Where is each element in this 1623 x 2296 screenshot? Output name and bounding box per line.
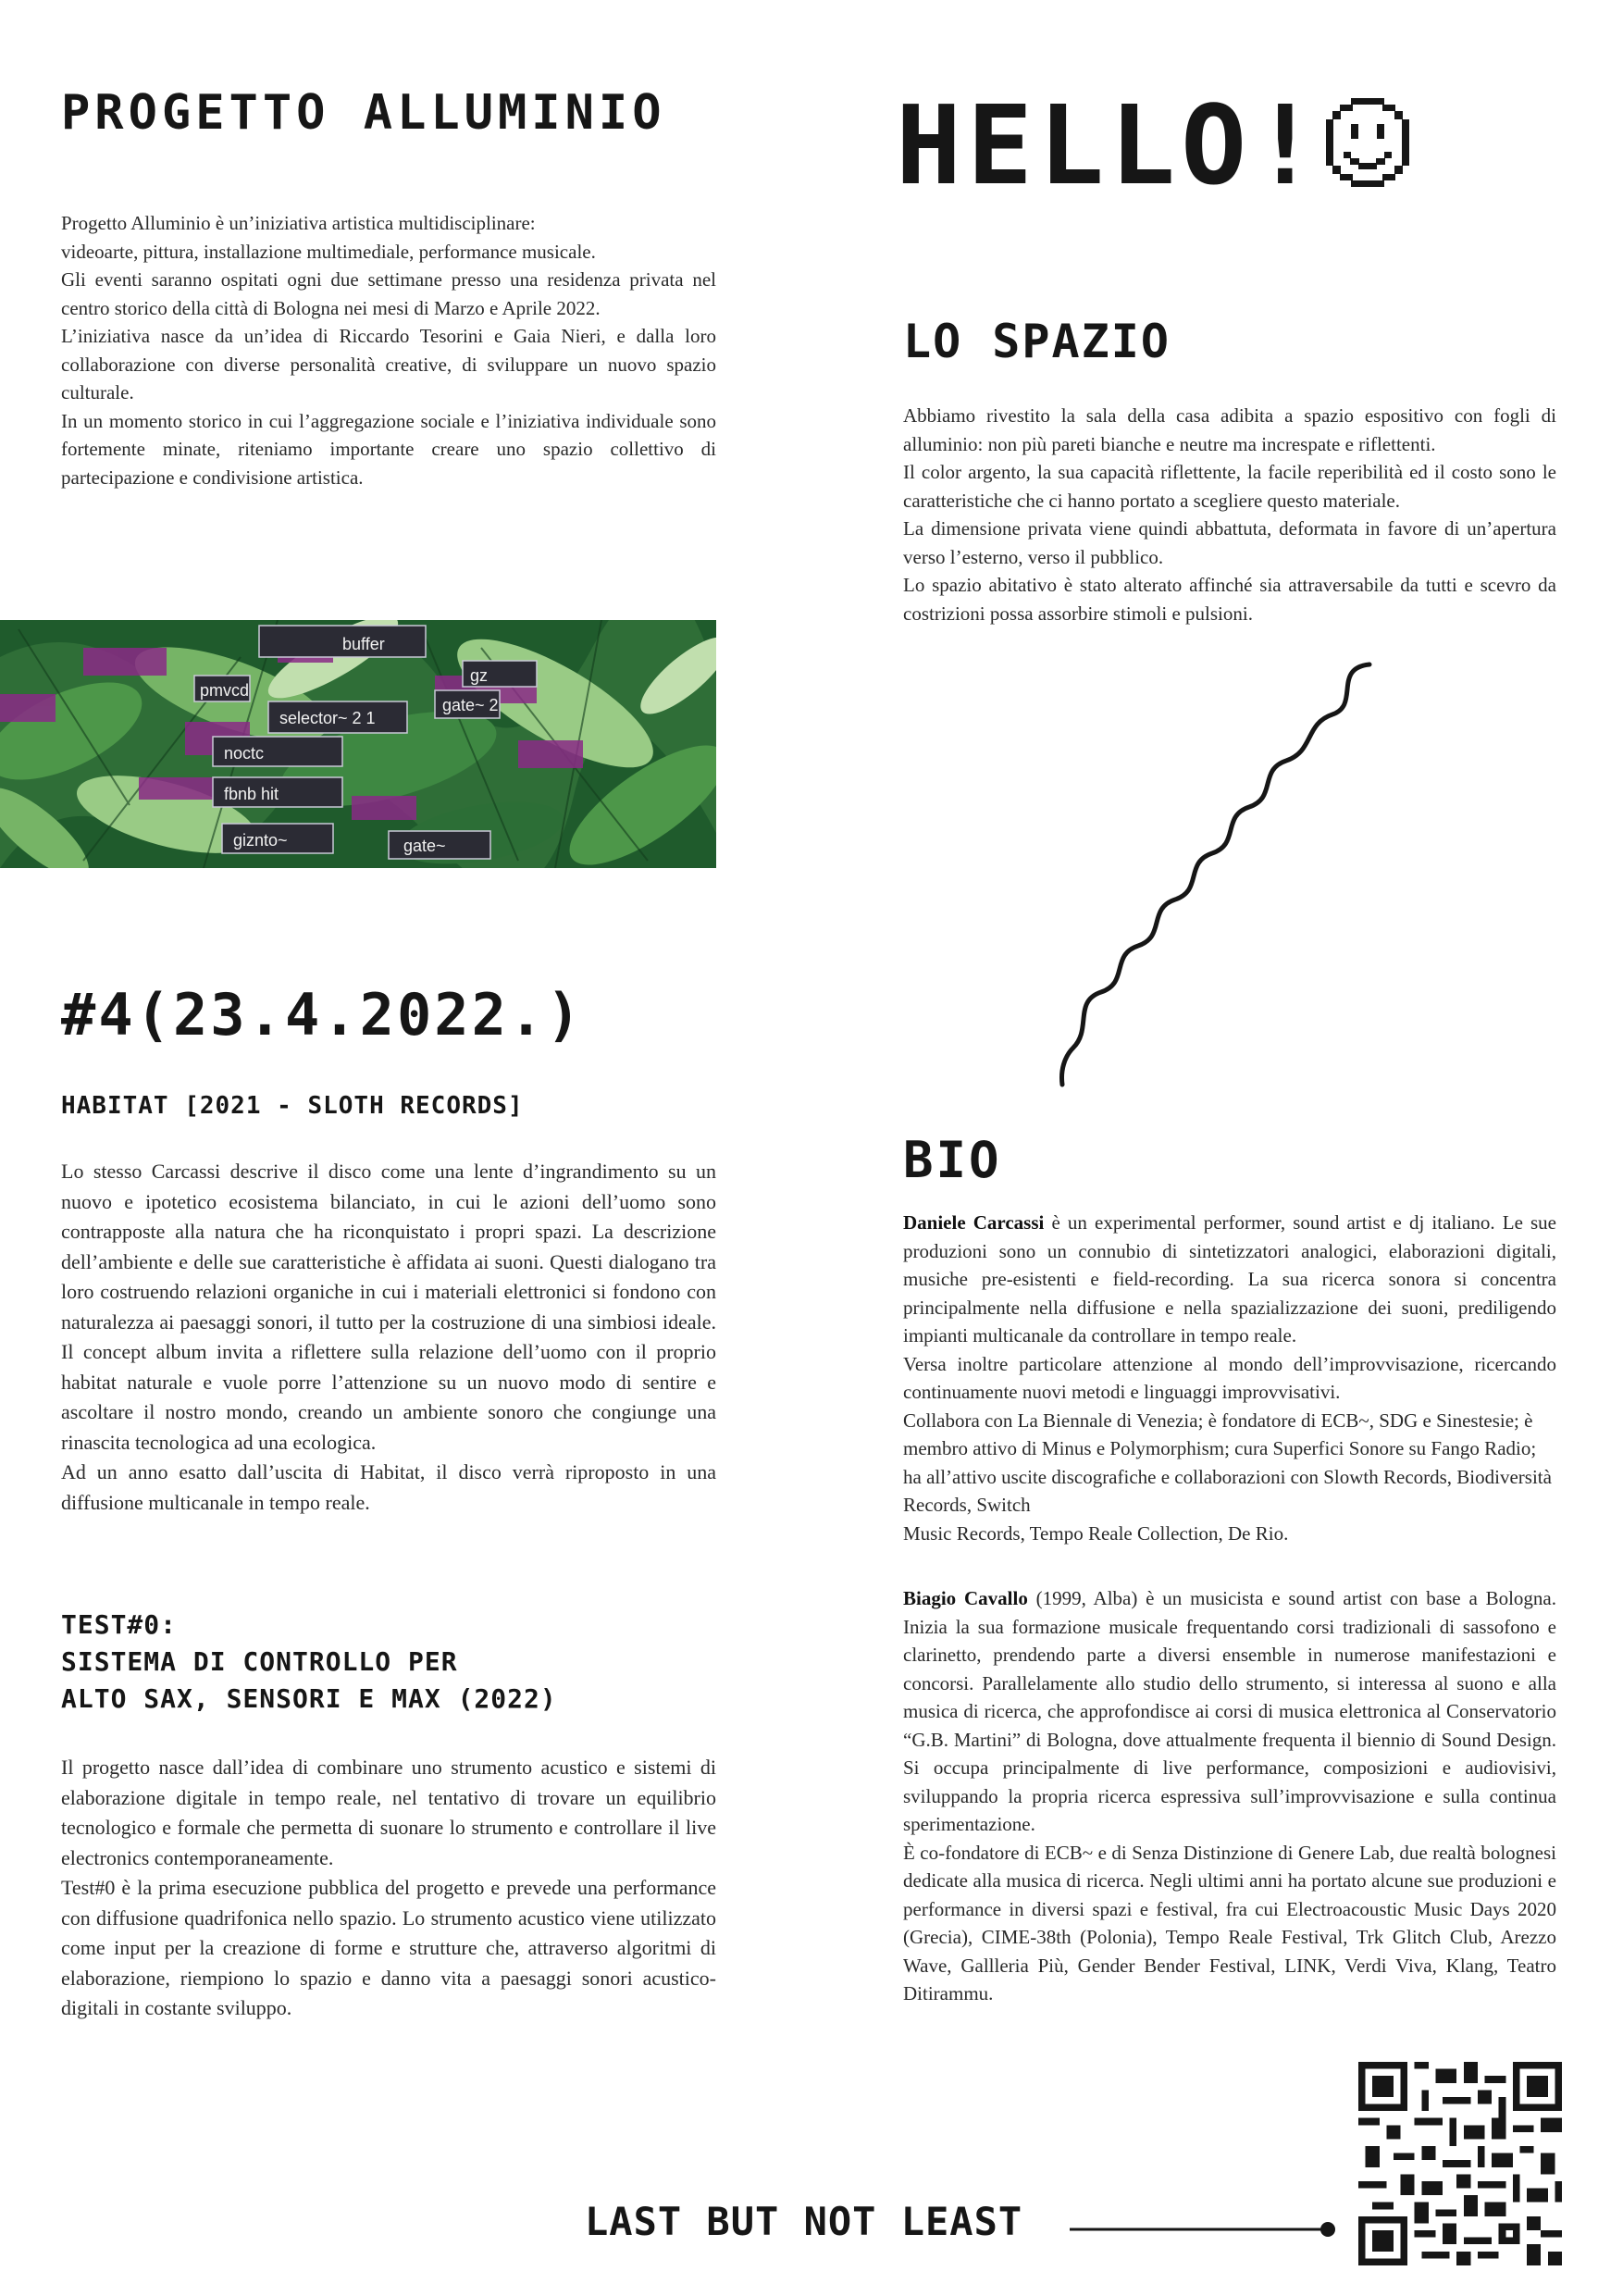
bio-paragraph	[903, 1584, 1556, 1839]
spazio-paragraph: La dimensione privata viene quindi abbattuta, deformata in favore di un’apertura verso l’esterno, verso il pubblico.	[903, 517, 1556, 568]
test-paragraph: Test#0 è la prima esecuzione pubblica del progetto e prevede una performance con diffusione quadrifonica nello spazio. Lo strumento acustico viene utilizzato come input per la creazione di forme e strutture che, attraverso algoritmi di elaborazione, riempiono lo spazio e danno vita a paesaggi sonori acustico-digitali in costante sviluppo.	[61, 1876, 716, 2019]
bio-paragraph	[903, 1209, 1556, 1350]
smiley-face-icon	[1321, 96, 1414, 189]
test-title-line: ALTO SAX, SENSORI E MAX (2022)	[61, 1683, 557, 1714]
collage-label: gate~	[403, 837, 446, 855]
spazio-paragraph: Lo spazio abitativo è stato alterato affinché sia attraversabile da tutti e scevro da costrizioni possa assorbire stimoli e pulsioni.	[903, 574, 1556, 625]
spazio-text	[903, 402, 1556, 627]
intro-paragraph: In un momento storico in cui l’aggregazione sociale e l’iniziativa individuale sono fortemente minate, riteniamo importante creare uno spazio collettivo di partecipazione e condivisione artistica.	[61, 409, 716, 489]
intro-paragraph: Progetto Alluminio è un’iniziativa artistica multidisciplinare:	[61, 212, 536, 234]
collage-label: fbnb hit	[224, 785, 279, 803]
habitat-title: HABITAT [2021 - SLOTH RECORDS]	[61, 1092, 524, 1120]
squiggle-line-decoration	[1055, 659, 1406, 1094]
qr-code-icon[interactable]	[1358, 2062, 1562, 2265]
collage-label: noctc	[224, 744, 265, 763]
bio-name: Biagio Cavallo	[903, 1587, 1028, 1609]
habitat-paragraph: Lo stesso Carcassi descrive il disco come una lente d’ingrandimento su un nuovo e ipotetico ecosistema bilanciato, in cui le azioni dell’uomo sono contrapposte alla natura che ha riconquistato i propri spazi. La descrizione dell’ambiente e delle sue caratteristiche è affidata ai suoni. Questi dialogano tra loro costruendo relazioni organiche in cui i materiali elettronici si fondono con naturalezza ai paesaggi sonori, il tutto per la costruzione di una simbiosi ideale. Il concept album invita a riflettere sulla relazione dell’uomo con il proprio habitat naturale e vuole porre l’attenzione su un nuovo modo di sentire e ascoltare il nostro mondo, creando un ambiente sonoro che congiunge una rinascita tecnologica ad una ecologica.	[61, 1160, 716, 1454]
spazio-paragraph: Abbiamo rivestito la sala della casa adibita a spazio espositivo con fogli di alluminio: non più pareti bianche e neutre ma increspate e riflettenti.	[903, 404, 1556, 455]
habitat-text	[61, 1157, 716, 1518]
collage-label: gate~ 2	[442, 696, 499, 714]
test-text	[61, 1753, 716, 2024]
intro-paragraph: L’iniziativa nasce da un’idea di Riccardo Tesorini e Gaia Nieri, e dalla loro collaborazione con diverse personalità creative, di sviluppare un nuovo spazio culturale.	[61, 325, 716, 403]
test-paragraph: Il progetto nasce dall’idea di combinare uno strumento acustico e sistemi di elaborazione digitale in tempo reale, nel tentativo di trovare un equilibrio tecnologico e formale che permetta di suonare lo strumento e controllare il live electronics contemporaneamente.	[61, 1756, 716, 1869]
event-title: #4(23.4.2022.)	[61, 981, 584, 1049]
collage-label: gz	[470, 666, 489, 685]
collage-label: giznto~	[233, 831, 288, 850]
arrow-line-icon	[1070, 2219, 1338, 2240]
page-title: PROGETTO ALLUMINIO	[61, 85, 666, 141]
bio-title: BIO	[903, 1131, 1002, 1189]
jungle-patch-collage	[0, 620, 716, 868]
bio-text: è un experimental performer, sound artist e dj italiano. Le sue produzioni sono un connubio di sintetizzatori analogici, elaborazioni digitali, musiche pre-esistenti e field-recording. La sua ricerca sonora si concentra principalmente nella diffusione e nella spazializzazione dei suoni, prediligendo impianti multicanale da controllare in tempo reale.	[903, 1211, 1557, 1347]
bio-cavallo	[903, 1584, 1556, 2008]
hello-heading: HELLO!	[896, 81, 1324, 209]
bio-paragraph: Versa inoltre particolare attenzione al mondo dell’improvvisazione, ricercando continuamente nuovi metodi e linguaggi improvvisativi.	[903, 1352, 1556, 1403]
intro-paragraph: videoarte, pittura, installazione multimediale, performance musicale.	[61, 240, 596, 263]
intro-paragraph: Gli eventi saranno ospitati ogni due settimane presso una residenza privata nel centro storico della città di Bologna nei mesi di Marzo e Aprile 2022.	[61, 268, 716, 319]
test-title	[61, 1607, 557, 1718]
bio-paragraph: È co-fondatore di ECB~ e di Senza Distinzione di Genere Lab, due realtà bolognesi dedicate alla musica di ricerca. Negli ultimi anni ha portato alcune sue produzioni e performance in diversi spazi e festival, fra cui Electroacoustic Music Days 2020 (Grecia), CIME-38th (Polonia), Tempo Reale Festival, Trk Glitch Club, Arezzo Wave, Gallleria Più, Gender Bender Festival, LINK, Verdi Viva, Klang, Teatro Ditirammu.	[903, 1841, 1556, 2004]
section-title-lo-spazio: LO SPAZIO	[903, 315, 1171, 368]
habitat-paragraph: Ad un anno esatto dall’uscita di Habitat, il disco verrà riproposto in una diffusione multicanale in tempo reale.	[61, 1460, 716, 1514]
bio-name: Daniele Carcassi	[903, 1211, 1045, 1234]
intro-text	[61, 209, 716, 491]
bio-carcassi	[903, 1209, 1556, 1547]
collage-label: pmvcd	[200, 681, 250, 700]
spazio-paragraph: Il color argento, la sua capacità riflettente, la facile reperibilità ed il costo sono le caratteristiche che ci hanno portato a scegliere questo materiale.	[903, 461, 1556, 512]
bio-paragraph: Collabora con La Biennale di Venezia; è fondatore di ECB~, SDG e Sinestesie; è membro attivo di Minus e Polymorphism; cura Superfici Sonore su Fango Radio; ha all’attivo uscite discografiche e collaborazioni con Slowth Records, Biodiversità Records, Switch	[903, 1409, 1552, 1516]
collage-label: selector~ 2 1	[279, 709, 376, 727]
test-title-line: SISTEMA DI CONTROLLO PER	[61, 1646, 458, 1677]
bio-paragraph: Music Records, Tempo Reale Collection, De Rio.	[903, 1521, 1289, 1545]
collage-label: buffer	[342, 635, 385, 653]
test-title-line: TEST#0:	[61, 1609, 178, 1640]
bio-text: (1999, Alba) è un musicista e sound artist con base a Bologna. Inizia la sua formazione musicale frequentando corsi tradizionali di sassofono e clarinetto, prendendo parte a diversi ensemble in numerose manifestazioni e concorsi. Parallelamente allo studio dello strumento, si interessa al suono e alla musica di ricerca, che approfondisce ai corsi di musica elettronica al Conservatorio “G.B. Martini” di Bologna, dove attualmente frequenta il biennio di Sound Design. Si occupa principalmente di live performance, composizioni e audiovisivi, sviluppando la propria ricerca espressiva sull’improvvisazione e sulla continua sperimentazione.	[903, 1587, 1556, 1835]
last-but-not-least-label: LAST BUT NOT LEAST	[585, 2199, 1023, 2244]
